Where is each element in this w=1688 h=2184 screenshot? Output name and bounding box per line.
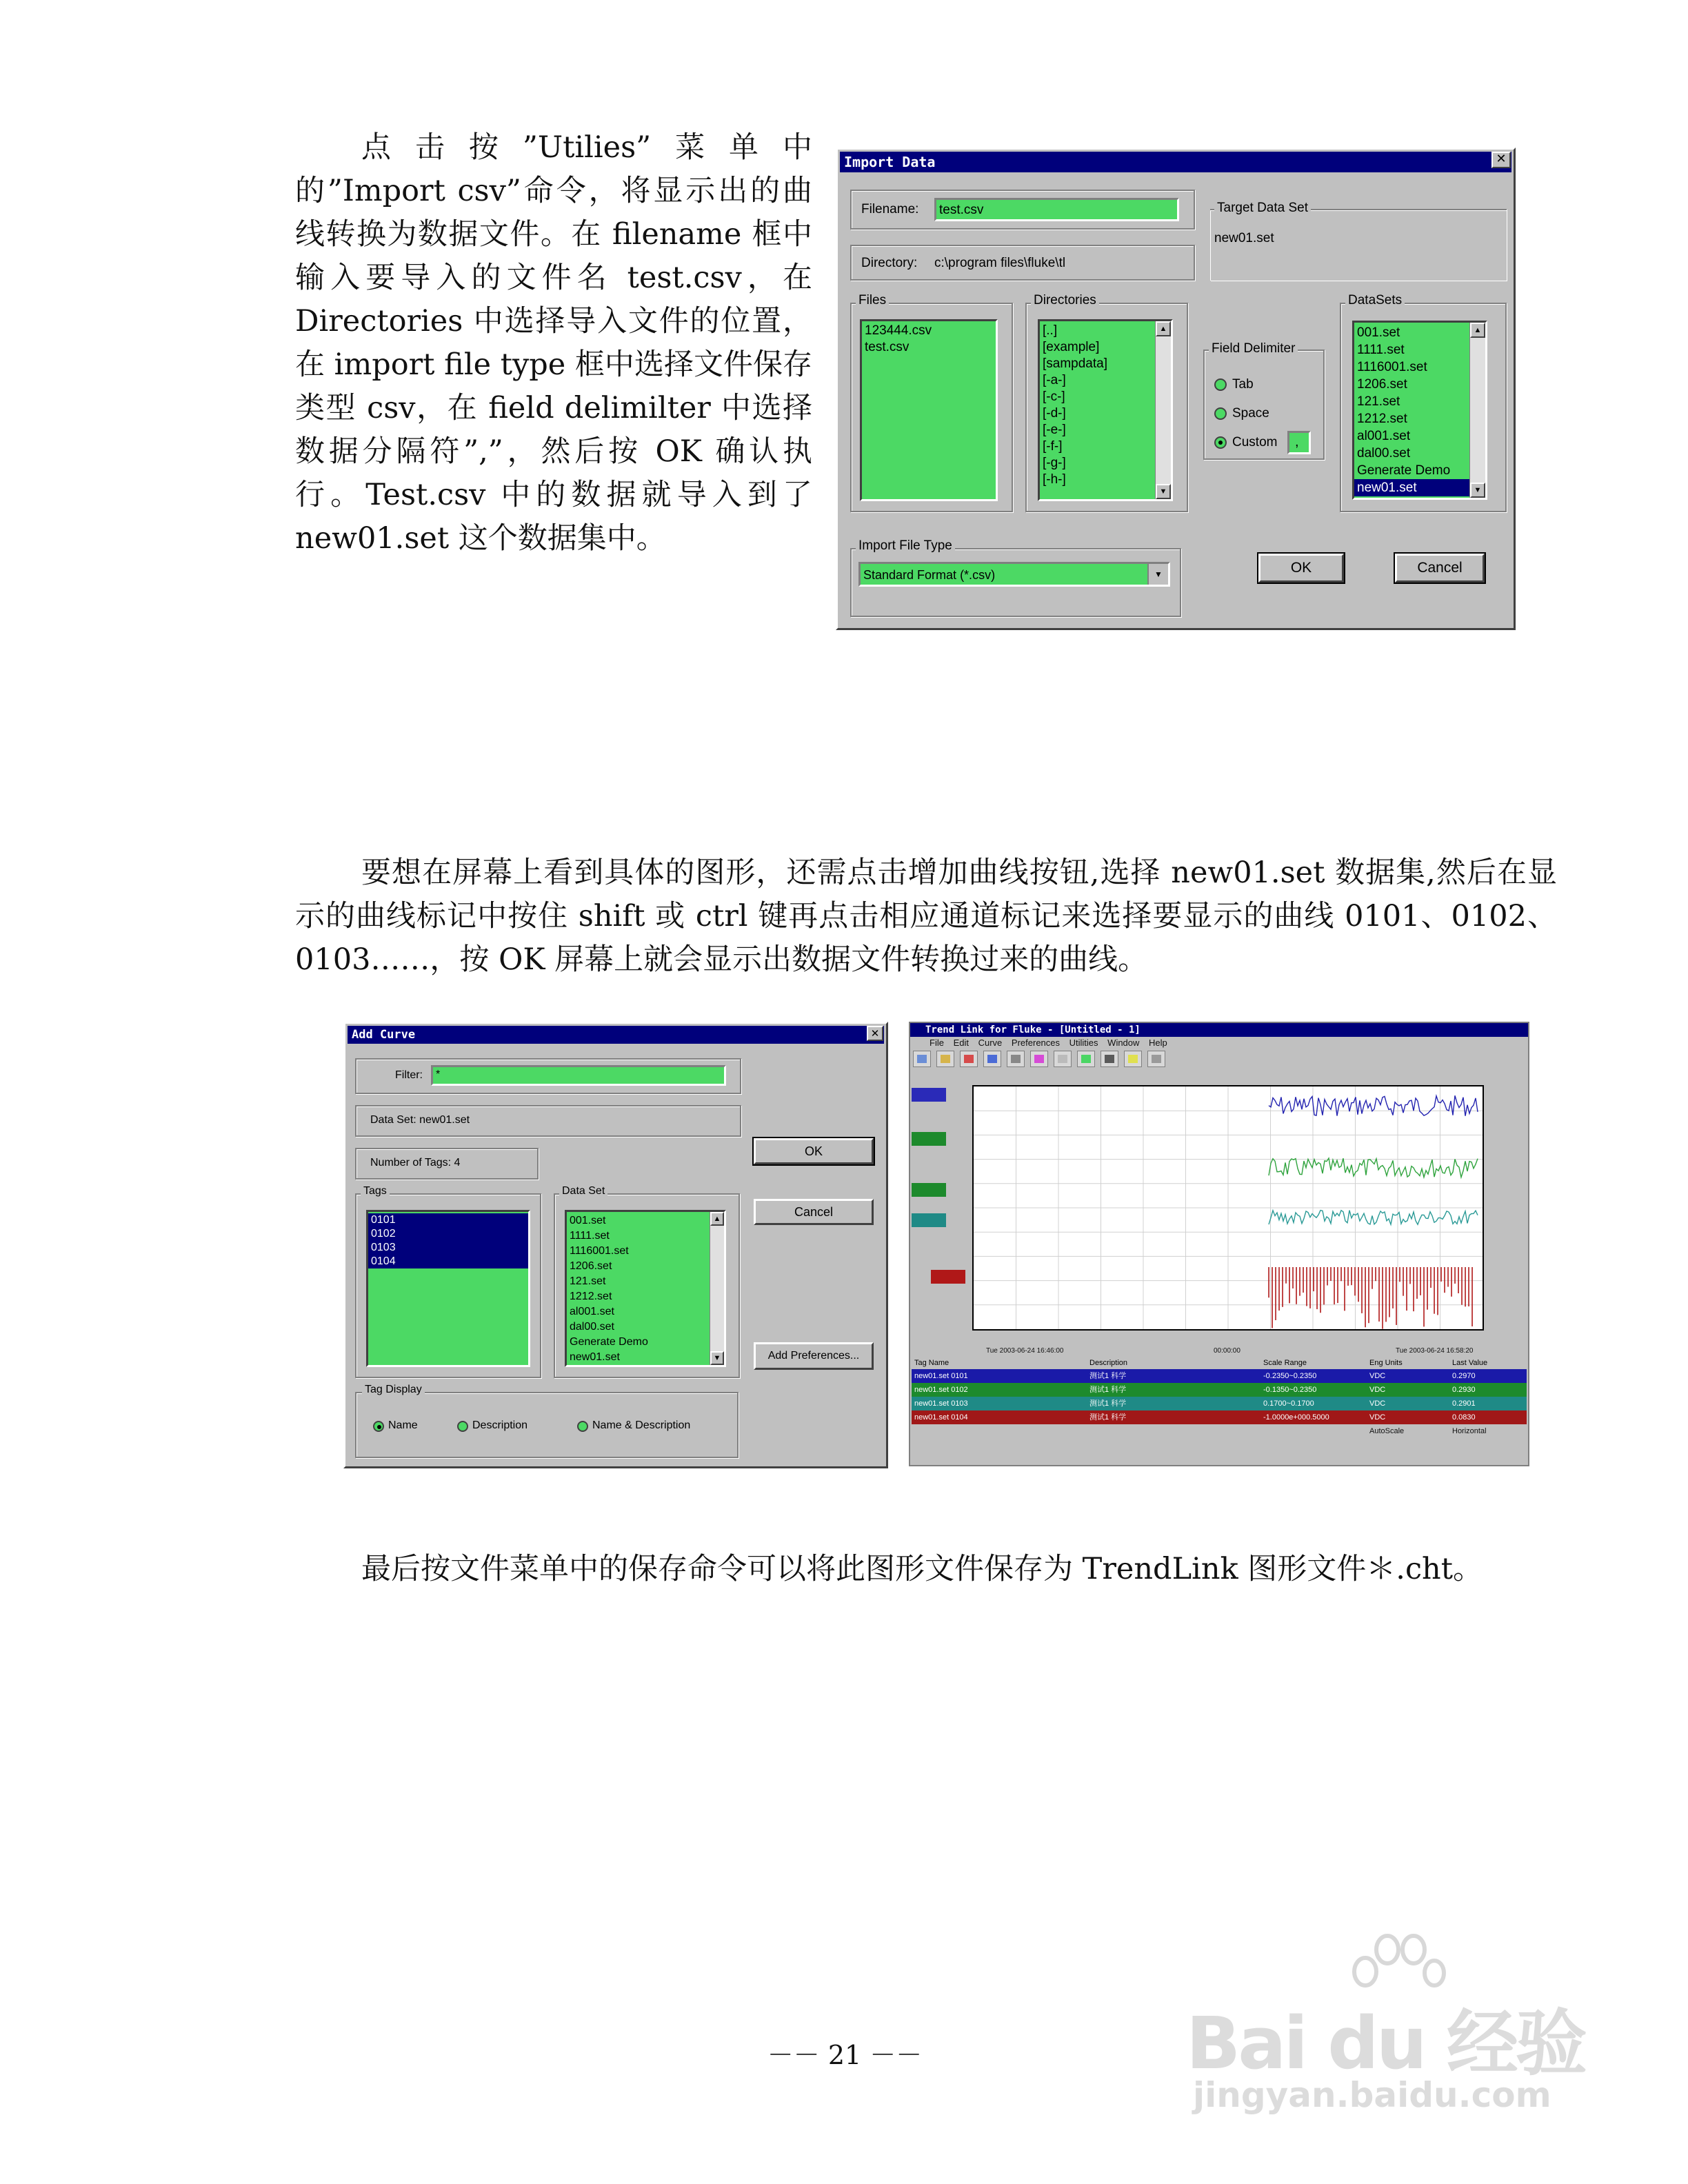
series-0103-line — [1269, 1211, 1478, 1225]
add-curve-dialog — [343, 1022, 888, 1468]
import-type-value: Standard Format (*.csv) — [863, 568, 996, 582]
trend-plot[interactable] — [972, 1085, 1484, 1331]
trend-plot-svg — [974, 1086, 1483, 1329]
print-icon[interactable] — [1007, 1051, 1025, 1067]
cursor-icon[interactable] — [1054, 1051, 1072, 1067]
tab-radio[interactable] — [1214, 378, 1227, 391]
name-description-option-label: Name & Description — [592, 1419, 691, 1431]
watermark-url: jingyan.baidu.com — [1193, 2075, 1551, 2115]
file-item[interactable]: 123444.csv — [865, 323, 932, 338]
row-range: -0.1350~0.2350 — [1263, 1386, 1317, 1394]
scroll-up-icon[interactable]: ▲ — [1470, 323, 1485, 338]
table-icon[interactable] — [1147, 1051, 1165, 1067]
close-button[interactable]: ✕ — [867, 1026, 883, 1041]
dataset-item[interactable]: Generate Demo — [570, 1336, 648, 1348]
import-data-dialog — [836, 148, 1516, 630]
filename-label: Filename: — [861, 202, 919, 216]
datasets-list[interactable] — [1352, 321, 1487, 500]
dataset-item[interactable]: new01.set — [570, 1351, 620, 1363]
name-radio[interactable] — [373, 1421, 384, 1432]
filter-input[interactable] — [431, 1065, 726, 1086]
custom-radio[interactable] — [1214, 436, 1227, 449]
add-preferences-button[interactable]: Add Preferences... — [754, 1342, 874, 1370]
tag-item-selected[interactable]: 0102 — [368, 1227, 528, 1241]
intro-paragraph: 点击按”Utilies”菜单中的”Import csv”命令，将显示出的曲线转换为数据文件。在 filename 框中输入要导入的文件名 test.csv，在 Directories 中选择导入文件的位置，在 import file type 框中选择文件保存类型 csv，在 field delimilter 中选择数据分隔符”,”，然后按 OK 确认执行。Test.csv 中的数据就导入到了 new01.set 这个数据集中。 — [295, 130, 812, 556]
menu-curve[interactable]: Curve — [978, 1038, 1003, 1048]
dataset-item[interactable]: 1206.set — [1357, 377, 1407, 392]
import-type-select[interactable] — [858, 562, 1170, 587]
dataset-item[interactable]: 121.set — [1357, 394, 1400, 409]
filter-value: * — [436, 1069, 441, 1080]
directory-item[interactable]: [-g-] — [1043, 456, 1066, 470]
time-right: Tue 2003-06-24 16:58:20 — [1396, 1347, 1474, 1355]
watermark-brand: Bai du 经验 — [1186, 2001, 1585, 2085]
trend-menubar — [910, 1037, 1528, 1049]
menu-file[interactable]: File — [930, 1038, 944, 1048]
directories-label: Directories — [1031, 293, 1099, 308]
trend-title: Trend Link for Fluke - [Untitled - 1] — [910, 1023, 1528, 1037]
row-desc: 测试1 科学 — [1089, 1372, 1127, 1380]
tab-label: Tab — [1232, 377, 1254, 392]
dataset-item[interactable]: 1111.set — [570, 1230, 610, 1242]
row-range: 0.1700~0.1700 — [1263, 1399, 1314, 1408]
dataset-list[interactable] — [565, 1210, 726, 1367]
description-radio[interactable] — [457, 1421, 468, 1432]
open-icon[interactable] — [936, 1051, 954, 1067]
description-option-label: Description — [472, 1419, 528, 1431]
row-name: new01.set 0102 — [914, 1386, 968, 1394]
row-desc: 测试1 科学 — [1089, 1386, 1127, 1394]
scale-chip-teal — [912, 1213, 946, 1227]
tag-display-label: Tag Display — [362, 1384, 425, 1396]
new-icon[interactable] — [913, 1051, 931, 1067]
name-option-label: Name — [388, 1419, 418, 1431]
dialog-title: Import Data — [840, 152, 1511, 172]
directory-item[interactable]: [-f-] — [1043, 439, 1063, 454]
scale-chip-green — [912, 1183, 946, 1197]
files-label: Files — [856, 293, 889, 308]
menu-window[interactable]: Window — [1107, 1038, 1140, 1048]
tag-table-header — [912, 1357, 1527, 1369]
space-label: Space — [1232, 406, 1269, 421]
col-scale-range: Scale Range — [1263, 1359, 1307, 1367]
menu-preferences[interactable]: Preferences — [1011, 1038, 1061, 1048]
add-curve-icon[interactable] — [1030, 1051, 1048, 1067]
directory-item[interactable]: [..] — [1043, 323, 1058, 338]
space-radio[interactable] — [1214, 407, 1227, 420]
filename-input[interactable] — [934, 198, 1179, 221]
scale-chip-red — [931, 1270, 965, 1284]
row-name: new01.set 0101 — [914, 1372, 968, 1380]
dataset-info: Data Set: new01.set — [370, 1114, 470, 1126]
row-name: new01.set 0104 — [914, 1413, 968, 1422]
custom-label: Custom — [1232, 435, 1278, 449]
filter-label: Filter: — [395, 1069, 423, 1081]
dataset-list-label: Data Set — [559, 1185, 607, 1197]
col-tag-name: Tag Name — [914, 1359, 950, 1367]
files-list[interactable] — [860, 319, 998, 501]
table-row[interactable] — [912, 1397, 1527, 1410]
tag-item-selected[interactable]: 0103 — [368, 1241, 528, 1255]
datasets-scrollbar[interactable] — [1469, 323, 1485, 498]
import-type-label: Import File Type — [856, 538, 955, 554]
save-paragraph: 最后按文件菜单中的保存命令可以将此图形文件保存为 TrendLink 图形文件＊.cht。 — [361, 1552, 1483, 1586]
tags-list[interactable] — [366, 1210, 530, 1367]
add-curve-paragraph: 要想在屏幕上看到具体的图形，还需点击增加曲线按钮,选择 new01.set 数据集,然后在显示的曲线标记中按住 shift 或 ctrl 键再点击相应通道标记来选择要显示的曲线 0101、0102、0103……，按 OK 屏幕上就会显示出数据文件转换过来的曲线。 — [295, 856, 1557, 977]
dataset-item[interactable]: 1212.set — [1357, 412, 1407, 426]
horizontal-label[interactable]: Horizontal — [1452, 1427, 1487, 1435]
table-row[interactable] — [912, 1369, 1527, 1383]
dialog-title: Add Curve — [348, 1026, 884, 1044]
dataset-item[interactable]: 1116001.set — [1357, 360, 1427, 374]
row-desc: 测试1 科学 — [1089, 1399, 1127, 1408]
autoscale-label[interactable]: AutoScale — [1369, 1427, 1405, 1435]
file-item[interactable]: test.csv — [865, 340, 910, 354]
delimiter-label: Field Delimiter — [1209, 341, 1298, 356]
baidu-watermark — [1186, 1930, 1585, 2115]
row-units: VDC — [1369, 1413, 1386, 1422]
series-0102-line — [1269, 1158, 1478, 1177]
time-mid: 00:00:00 — [1214, 1347, 1240, 1355]
menu-edit[interactable]: Edit — [953, 1038, 969, 1048]
filename-value: test.csv — [939, 203, 984, 217]
datasets-label: DataSets — [1345, 293, 1405, 308]
row-last: 0.0830 — [1452, 1413, 1476, 1422]
tag-item-selected[interactable]: 0104 — [368, 1255, 528, 1268]
scale-chip-green — [912, 1132, 946, 1146]
dataset-item[interactable]: 1116001.set — [570, 1245, 629, 1257]
directory-item[interactable]: [example] — [1043, 340, 1100, 354]
dataset-item-selected[interactable]: new01.set — [1354, 479, 1485, 496]
custom-delimiter-value: , — [1295, 434, 1299, 449]
time-left: Tue 2003-06-24 16:46:00 — [986, 1347, 1064, 1355]
tags-label: Tags — [361, 1185, 390, 1197]
row-units: VDC — [1369, 1372, 1386, 1380]
table-row[interactable] — [912, 1410, 1527, 1424]
row-units: VDC — [1369, 1386, 1386, 1394]
save-icon[interactable] — [983, 1051, 1001, 1067]
grid-icon[interactable] — [1124, 1051, 1142, 1067]
scroll-down-icon[interactable]: ▼ — [1470, 483, 1485, 498]
dataset-item[interactable]: dal00.set — [570, 1321, 614, 1333]
directory-item[interactable]: [-h-] — [1043, 472, 1066, 487]
num-tags-info: Number of Tags: 4 — [370, 1157, 461, 1169]
cancel-button[interactable]: Cancel — [754, 1199, 874, 1225]
row-desc: 测试1 科学 — [1089, 1413, 1127, 1422]
col-description: Description — [1089, 1359, 1128, 1367]
dataset-item[interactable]: 1111.set — [1357, 343, 1405, 357]
directories-scrollbar[interactable] — [1155, 321, 1171, 499]
menu-utilities[interactable]: Utilities — [1069, 1038, 1098, 1048]
custom-delimiter-input[interactable] — [1287, 431, 1311, 454]
trendlink-window — [909, 1022, 1529, 1466]
directory-item[interactable]: [sampdata] — [1043, 356, 1107, 371]
dataset-item[interactable]: al001.set — [1357, 429, 1411, 443]
menu-help[interactable]: Help — [1149, 1038, 1167, 1048]
name-description-radio[interactable] — [577, 1421, 588, 1432]
dataset-item[interactable]: dal00.set — [1357, 446, 1411, 461]
scroll-down-icon[interactable]: ▼ — [710, 1351, 724, 1365]
dataset-item[interactable]: 001.set — [1357, 325, 1400, 340]
row-range: -1.0000e+000.5000 — [1263, 1413, 1329, 1422]
directory-item[interactable]: [-e-] — [1043, 423, 1066, 437]
row-last: 0.2970 — [1452, 1372, 1476, 1380]
dataset-item[interactable]: 1212.set — [570, 1291, 612, 1302]
dataset-item[interactable]: 121.set — [570, 1275, 606, 1287]
dataset-scrollbar[interactable] — [710, 1212, 724, 1365]
row-units: VDC — [1369, 1399, 1386, 1408]
zoom-icon[interactable] — [1077, 1051, 1095, 1067]
toolbar — [913, 1051, 1171, 1069]
directories-list[interactable] — [1038, 319, 1173, 501]
target-value: new01.set — [1214, 231, 1274, 245]
scroll-up-icon[interactable]: ▲ — [710, 1212, 724, 1226]
scale-icon[interactable] — [1101, 1051, 1118, 1067]
tag-item-selected[interactable]: 0101 — [368, 1213, 528, 1227]
ok-button[interactable]: OK — [754, 1138, 874, 1164]
col-last-value: Last Value — [1452, 1359, 1488, 1367]
row-last: 0.2901 — [1452, 1399, 1476, 1408]
close-button[interactable]: ✕ — [1491, 152, 1511, 168]
dataset-item[interactable]: 001.set — [570, 1215, 606, 1226]
col-eng-units: Eng Units — [1369, 1359, 1403, 1367]
directory-item[interactable]: [-d-] — [1043, 406, 1066, 421]
target-label: Target Data Set — [1214, 201, 1311, 216]
scale-chip-blue — [912, 1088, 946, 1102]
directory-value: c:\program files\fluke\tl — [934, 256, 1066, 270]
chart-icon[interactable] — [960, 1051, 978, 1067]
cancel-button[interactable]: Cancel — [1395, 554, 1485, 583]
dropdown-arrow-icon[interactable]: ▼ — [1147, 564, 1168, 585]
dataset-item[interactable]: al001.set — [570, 1306, 614, 1317]
scroll-down-icon[interactable]: ▼ — [1156, 484, 1171, 499]
series-0101-line — [1269, 1095, 1478, 1116]
dataset-item[interactable]: 1206.set — [570, 1260, 612, 1272]
row-range: -0.2350~0.2350 — [1263, 1372, 1317, 1380]
table-row[interactable] — [912, 1383, 1527, 1397]
directory-item[interactable]: [-c-] — [1043, 390, 1065, 404]
dataset-item[interactable]: Generate Demo — [1357, 463, 1451, 478]
row-name: new01.set 0103 — [914, 1399, 968, 1408]
directory-item[interactable]: [-a-] — [1043, 373, 1066, 387]
page-number: －－ 21 －－ — [767, 2040, 923, 2070]
directory-label: Directory: — [861, 256, 918, 270]
row-last: 0.2930 — [1452, 1386, 1476, 1394]
scroll-up-icon[interactable]: ▲ — [1156, 321, 1171, 336]
ok-button[interactable]: OK — [1258, 554, 1344, 583]
